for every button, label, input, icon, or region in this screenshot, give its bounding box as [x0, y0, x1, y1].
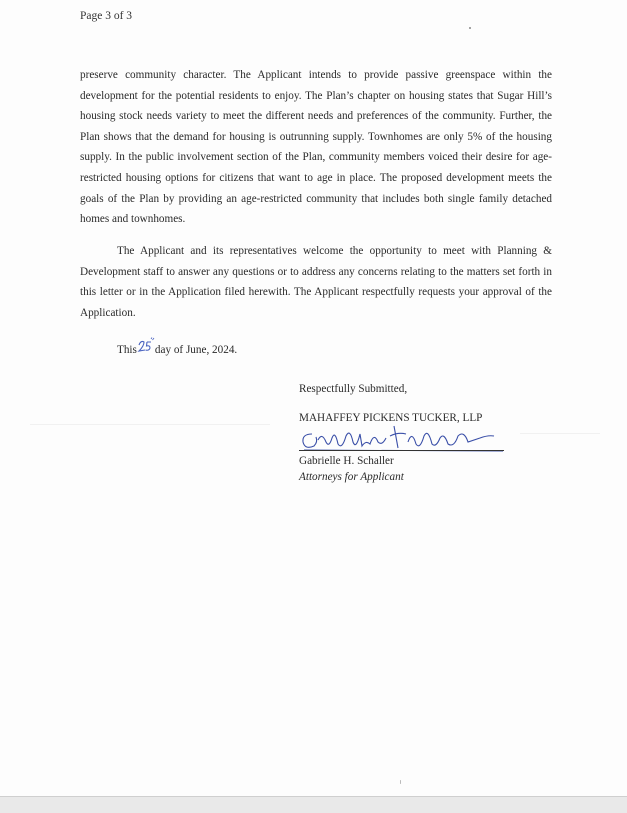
signature-rule — [299, 450, 504, 451]
signer-name: Gabrielle H. Schaller — [299, 455, 394, 467]
page-number: Page 3 of 3 — [80, 10, 133, 22]
date-prefix: This — [117, 344, 137, 356]
date-line — [117, 341, 237, 356]
scan-artifact-line-right — [520, 433, 600, 434]
signer-role: Attorneys for Applicant — [299, 471, 404, 483]
firm-name: MAHAFFEY PICKENS TUCKER, LLP — [299, 412, 483, 424]
body-paragraph-2: The Applicant and its representatives welcome the opportunity to meet with Planning & Development staff to answer any questions or to address any concerns relating to the matters set forth in this letter or in the Application filed herewith. The Applicant respectfully requests your approval of the Application. — [80, 245, 552, 319]
closing: Respectfully Submitted, — [299, 383, 408, 395]
body-paragraph-1: preserve community character. The Applicant intends to provide passive greenspace within the development for the potential residents to enjoy. The Plan’s chapter on housing states that Sugar Hill’s housing stock needs variety to meet the different needs and preferences of the community. Further, the Plan shows that the demand for housing is outrunning supply. Townhomes are only 5% of the housing supply. In the public involvement section of the Plan, community members voiced their desire for age-restricted housing options for citizens that want to age in place. The proposed development meets the goals of the Plan by providing an age-restricted community that includes both single family detached homes and townhomes. — [80, 69, 552, 226]
handwritten-day — [138, 341, 154, 355]
date-suffix: day of June, 2024. — [154, 344, 238, 356]
scan-speck-bottom — [400, 780, 401, 784]
scan-artifact-line — [30, 424, 270, 425]
scan-bottom-edge — [0, 796, 627, 813]
scan-speck — [469, 27, 471, 29]
